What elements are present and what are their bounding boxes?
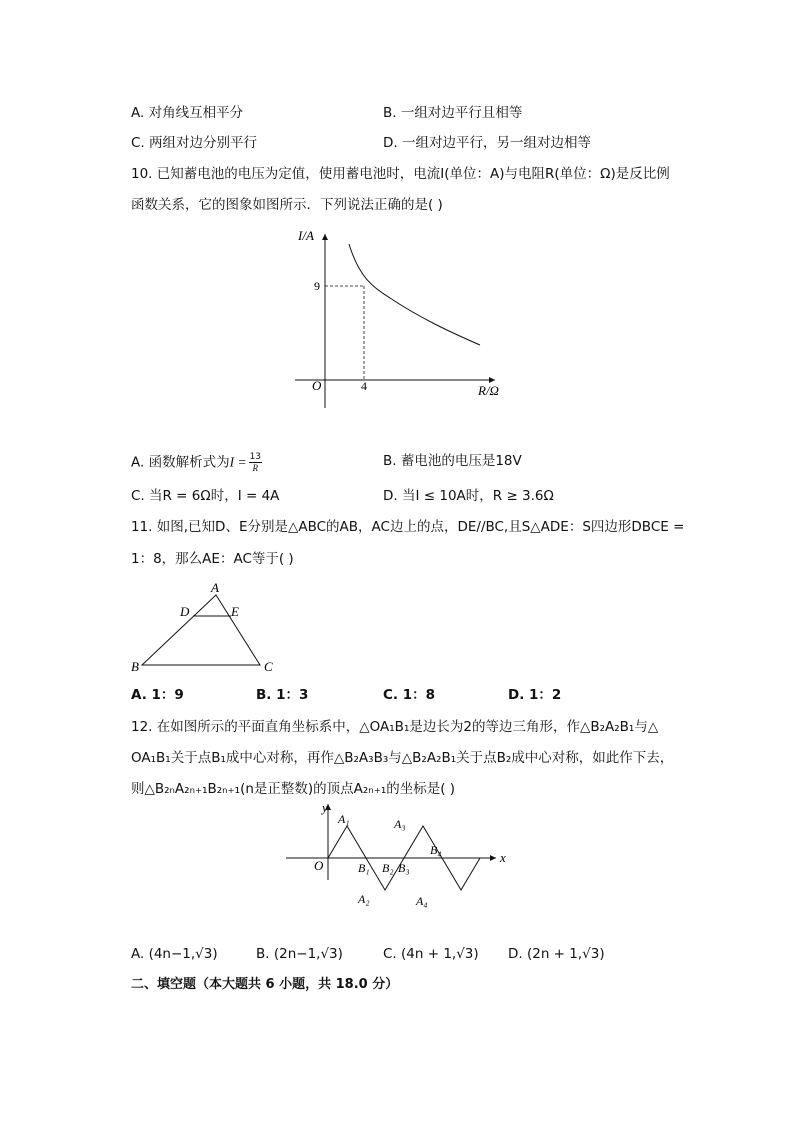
x-axis-label: x [500,850,506,865]
q11-option-a: A. 1：9 [131,687,184,703]
q9-option-a: A. 对角线互相平分 [131,105,244,121]
y-axis-label: y [322,800,328,815]
q12-option-c: C. (4n + 1,√3) [383,946,479,962]
vertex-b-label: B [131,659,139,674]
vertex-e-label: E [231,604,239,619]
q10-option-d: D. 当I ≤ 10A时，R ≥ 3.6Ω [383,488,554,504]
q11-stem-line1: 11. 如图,已知D、E分别是△ABC的AB，AC边上的点，DE//BC,且S△ADE：S四边形DBCE = [131,519,685,535]
vertex-c-label: C [264,659,273,674]
q11-option-d: D. 1：2 [508,687,562,703]
triangle-abc [142,595,260,665]
q12-option-d: D. (2n + 1,√3) [508,946,605,962]
tick-label-9: 9 [314,279,320,293]
origin-label: O [314,858,324,873]
vertex-d-label: D [180,604,190,619]
q9-option-d: D. 一组对边平行，另一组对边相等 [383,135,591,151]
x-axis-label: R/Ω [478,383,499,398]
q9-option-c: C. 两组对边分别平行 [131,135,258,151]
point-a1-label: A₁ [338,812,350,826]
q12-coordinate-figure [278,798,518,913]
q12-stem-line1: 12. 在如图所示的平面直角坐标系中，△OA₁B₁是边长为2的等边三角形，作△B₂A₂B₁与△ [131,719,659,735]
q12-option-a: A. (4n−1,√3) [131,946,218,962]
section-fill-in-blank-heading: 二、填空题（本大题共 6 小题，共 18.0 分） [131,977,399,992]
q10-option-a-prefix: A. 函数解析式为 [131,454,230,471]
q12-option-b: B. (2n−1,√3) [256,946,343,962]
q10-inverse-graph [280,220,520,420]
point-b2-label: B₂ [382,861,394,875]
q10-stem-line1: 10. 已知蓄电池的电压为定值，使用蓄电池时，电流I(单位：A)与电阻R(单位：Ω)是反比例 [131,166,670,182]
tick-label-4: 4 [361,379,367,393]
q11-stem-line2: 1：8，那么AE：AC等于( ) [131,551,294,567]
origin-label: O [312,378,322,393]
point-b3-label: B₃ [398,861,410,875]
fraction-denominator: R [252,463,259,473]
q11-option-c: C. 1：8 [383,687,436,703]
q10-option-a [131,452,262,473]
y-axis-label: I/A [298,228,314,243]
vertex-a-label: A [211,580,219,595]
point-a2-label: A₂ [358,892,370,906]
q11-option-b: B. 1：3 [256,687,309,703]
q12-stem-line3: 则△B₂ₙA₂ₙ₊₁B₂ₙ₊₁(n是正整数)的顶点A₂ₙ₊₁的坐标是( ) [131,781,456,797]
q9-option-b: B. 一组对边平行且相等 [383,105,523,121]
q10-option-a-lhs: I = [229,454,247,470]
q12-stem-line2: OA₁B₁关于点B₁成中心对称，再作△B₂A₃B₃与△B₂A₂B₁关于点B₂成中心对称，如此作下去， [131,750,674,766]
point-a4-label: A₄ [416,894,428,908]
point-a3-label: A₃ [394,817,406,831]
q10-stem-line2: 函数关系，它的图象如图所示．下列说法正确的是( ) [131,197,443,213]
point-b1-label: B₁ [358,861,370,875]
q10-option-b: B. 蓄电池的电压是18V [383,453,522,469]
inverse-curve [349,244,480,345]
fraction-numerator: 13 [249,452,262,462]
q10-option-a-fraction [249,452,262,473]
q11-triangle-figure [125,578,295,678]
q10-option-c: C. 当R = 6Ω时，I = 4A [131,488,280,504]
point-b4-label: B₄ [430,843,442,857]
